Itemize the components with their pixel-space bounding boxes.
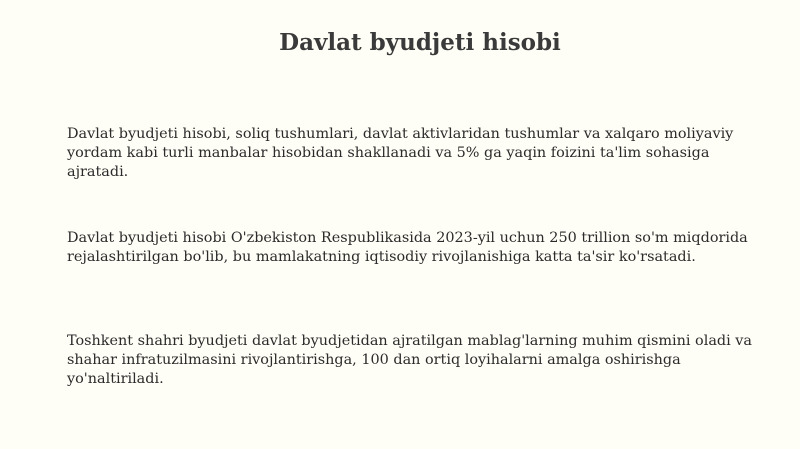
paragraph-budget-2023: Davlat byudjeti hisobi O'zbekiston Respublikasida 2023-yil uchun 250 trillion so'm miqdorida rejalashtirilgan bo'lib, bu mamlakatning iqtisodiy rivojlanishiga katta ta'sir ko'rsatadi.	[67, 230, 748, 265]
paragraph-tashkent-budget: Toshkent shahri byudjeti davlat byudjetidan ajratilgan mablag'larning muhim qismini oladi va shahar infratuzilmasini rivojlantirishga, 100 dan ortiq loyihalarni amalga oshirishga yo'naltiriladi.	[67, 333, 752, 387]
paragraph-budget-sources: Davlat byudjeti hisobi, soliq tushumlari, davlat aktivlaridan tushumlar va xalqaro moliyaviy yordam kabi turli manbalar hisobidan shakllanadi va 5% ga yaqin foizini ta'lim sohasiga ajratadi.	[67, 126, 734, 180]
slide-title: Davlat byudjeti hisobi	[279, 29, 561, 56]
